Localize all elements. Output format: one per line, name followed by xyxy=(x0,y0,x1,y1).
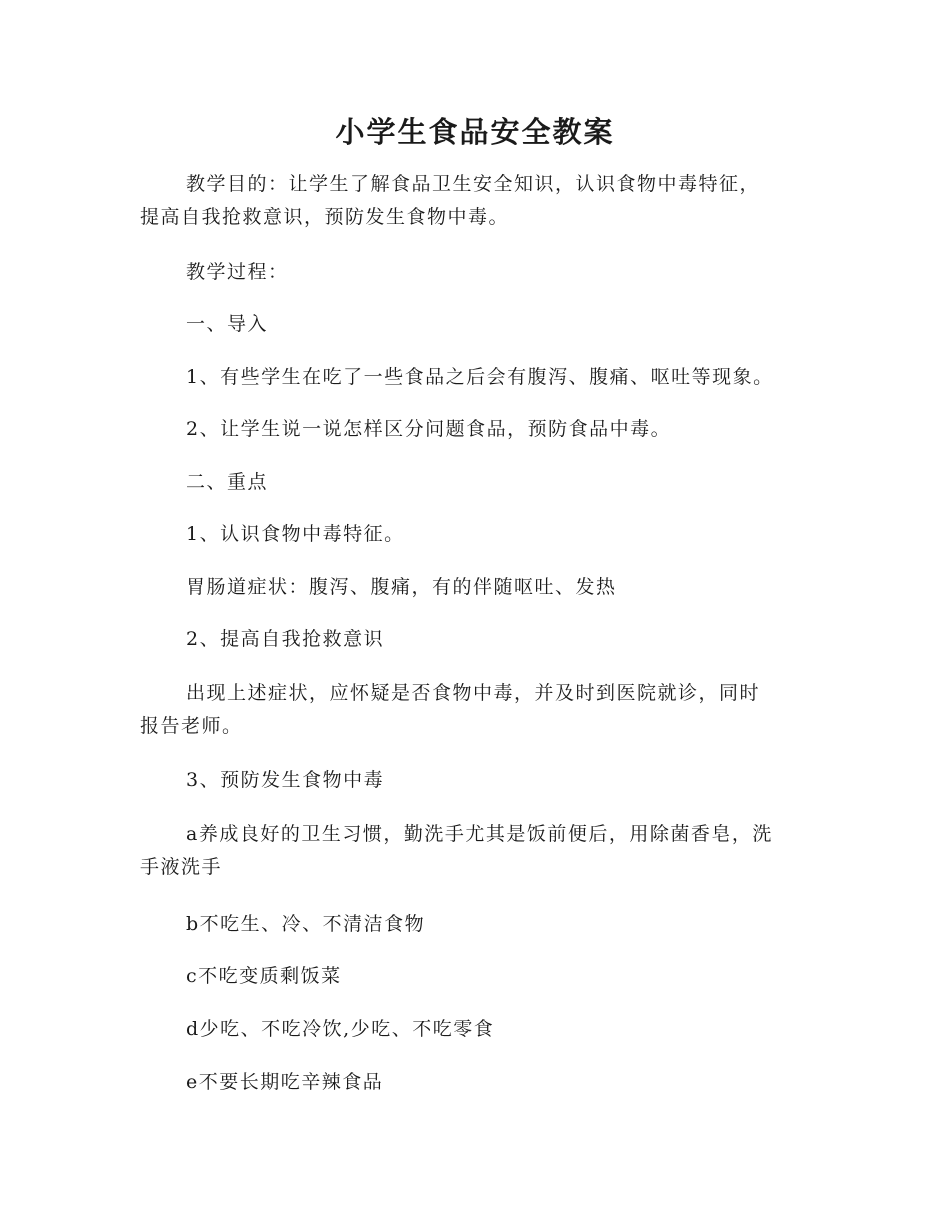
paragraph-line: 1、有些学生在吃了一些食品之后会有腹泻、腹痛、呕吐等现象。 xyxy=(186,366,774,388)
list-item xyxy=(140,960,810,993)
paragraph-line: 一、导入 xyxy=(186,313,269,335)
list-item xyxy=(140,413,810,446)
paragraph-line: 报告老师。 xyxy=(140,715,243,737)
paragraph-symptoms xyxy=(140,571,810,604)
paragraph-line: 教学过程： xyxy=(186,261,289,283)
list-item xyxy=(140,1066,810,1099)
list-item xyxy=(140,518,810,551)
paragraph-teaching-process xyxy=(140,256,810,289)
list-item xyxy=(140,623,810,656)
list-item xyxy=(140,361,810,394)
paragraph-line: 2、提高自我抢救意识 xyxy=(186,628,385,650)
paragraph-line: b不吃生、冷、不清洁食物 xyxy=(186,913,426,935)
paragraph-line: 3、预防发生食物中毒 xyxy=(186,769,385,791)
paragraph-line: 出现上述症状，应怀疑是否食物中毒，并及时到医院就诊，同时 xyxy=(186,682,761,704)
paragraph-line: d少吃、不吃冷饮,少吃、不吃零食 xyxy=(186,1018,495,1040)
paragraph-line: 二、重点 xyxy=(186,471,269,493)
paragraph-line: e不要长期吃辛辣食品 xyxy=(186,1071,384,1093)
list-item xyxy=(140,908,810,941)
paragraph-seek-treatment xyxy=(140,677,810,743)
paragraph-line: 1、认识食物中毒特征。 xyxy=(186,523,405,545)
paragraph-line: 提高自我抢救意识，预防发生食物中毒。 xyxy=(140,206,510,228)
paragraph-line: c不吃变质剩饭菜 xyxy=(186,965,342,987)
list-item xyxy=(140,764,810,797)
paragraph-line: 手液洗手 xyxy=(140,856,223,878)
paragraph-line: 2、让学生说一说怎样区分问题食品，预防食品中毒。 xyxy=(186,418,672,440)
paragraph-teaching-objective xyxy=(140,168,810,234)
heading-key-points xyxy=(140,466,810,499)
paragraph-line: a养成良好的卫生习惯，勤洗手尤其是饭前便后，用除菌香皂，洗 xyxy=(186,823,773,845)
heading-introduction xyxy=(140,308,810,341)
paragraph-line: 教学目的：让学生了解食品卫生安全知识，认识食物中毒特征， xyxy=(186,173,761,195)
list-item xyxy=(140,1013,810,1046)
list-item xyxy=(140,818,810,884)
paragraph-line: 胃肠道症状：腹泻、腹痛，有的伴随呕吐、发热 xyxy=(186,576,617,598)
document-title: 小学生食品安全教案 xyxy=(335,115,615,149)
